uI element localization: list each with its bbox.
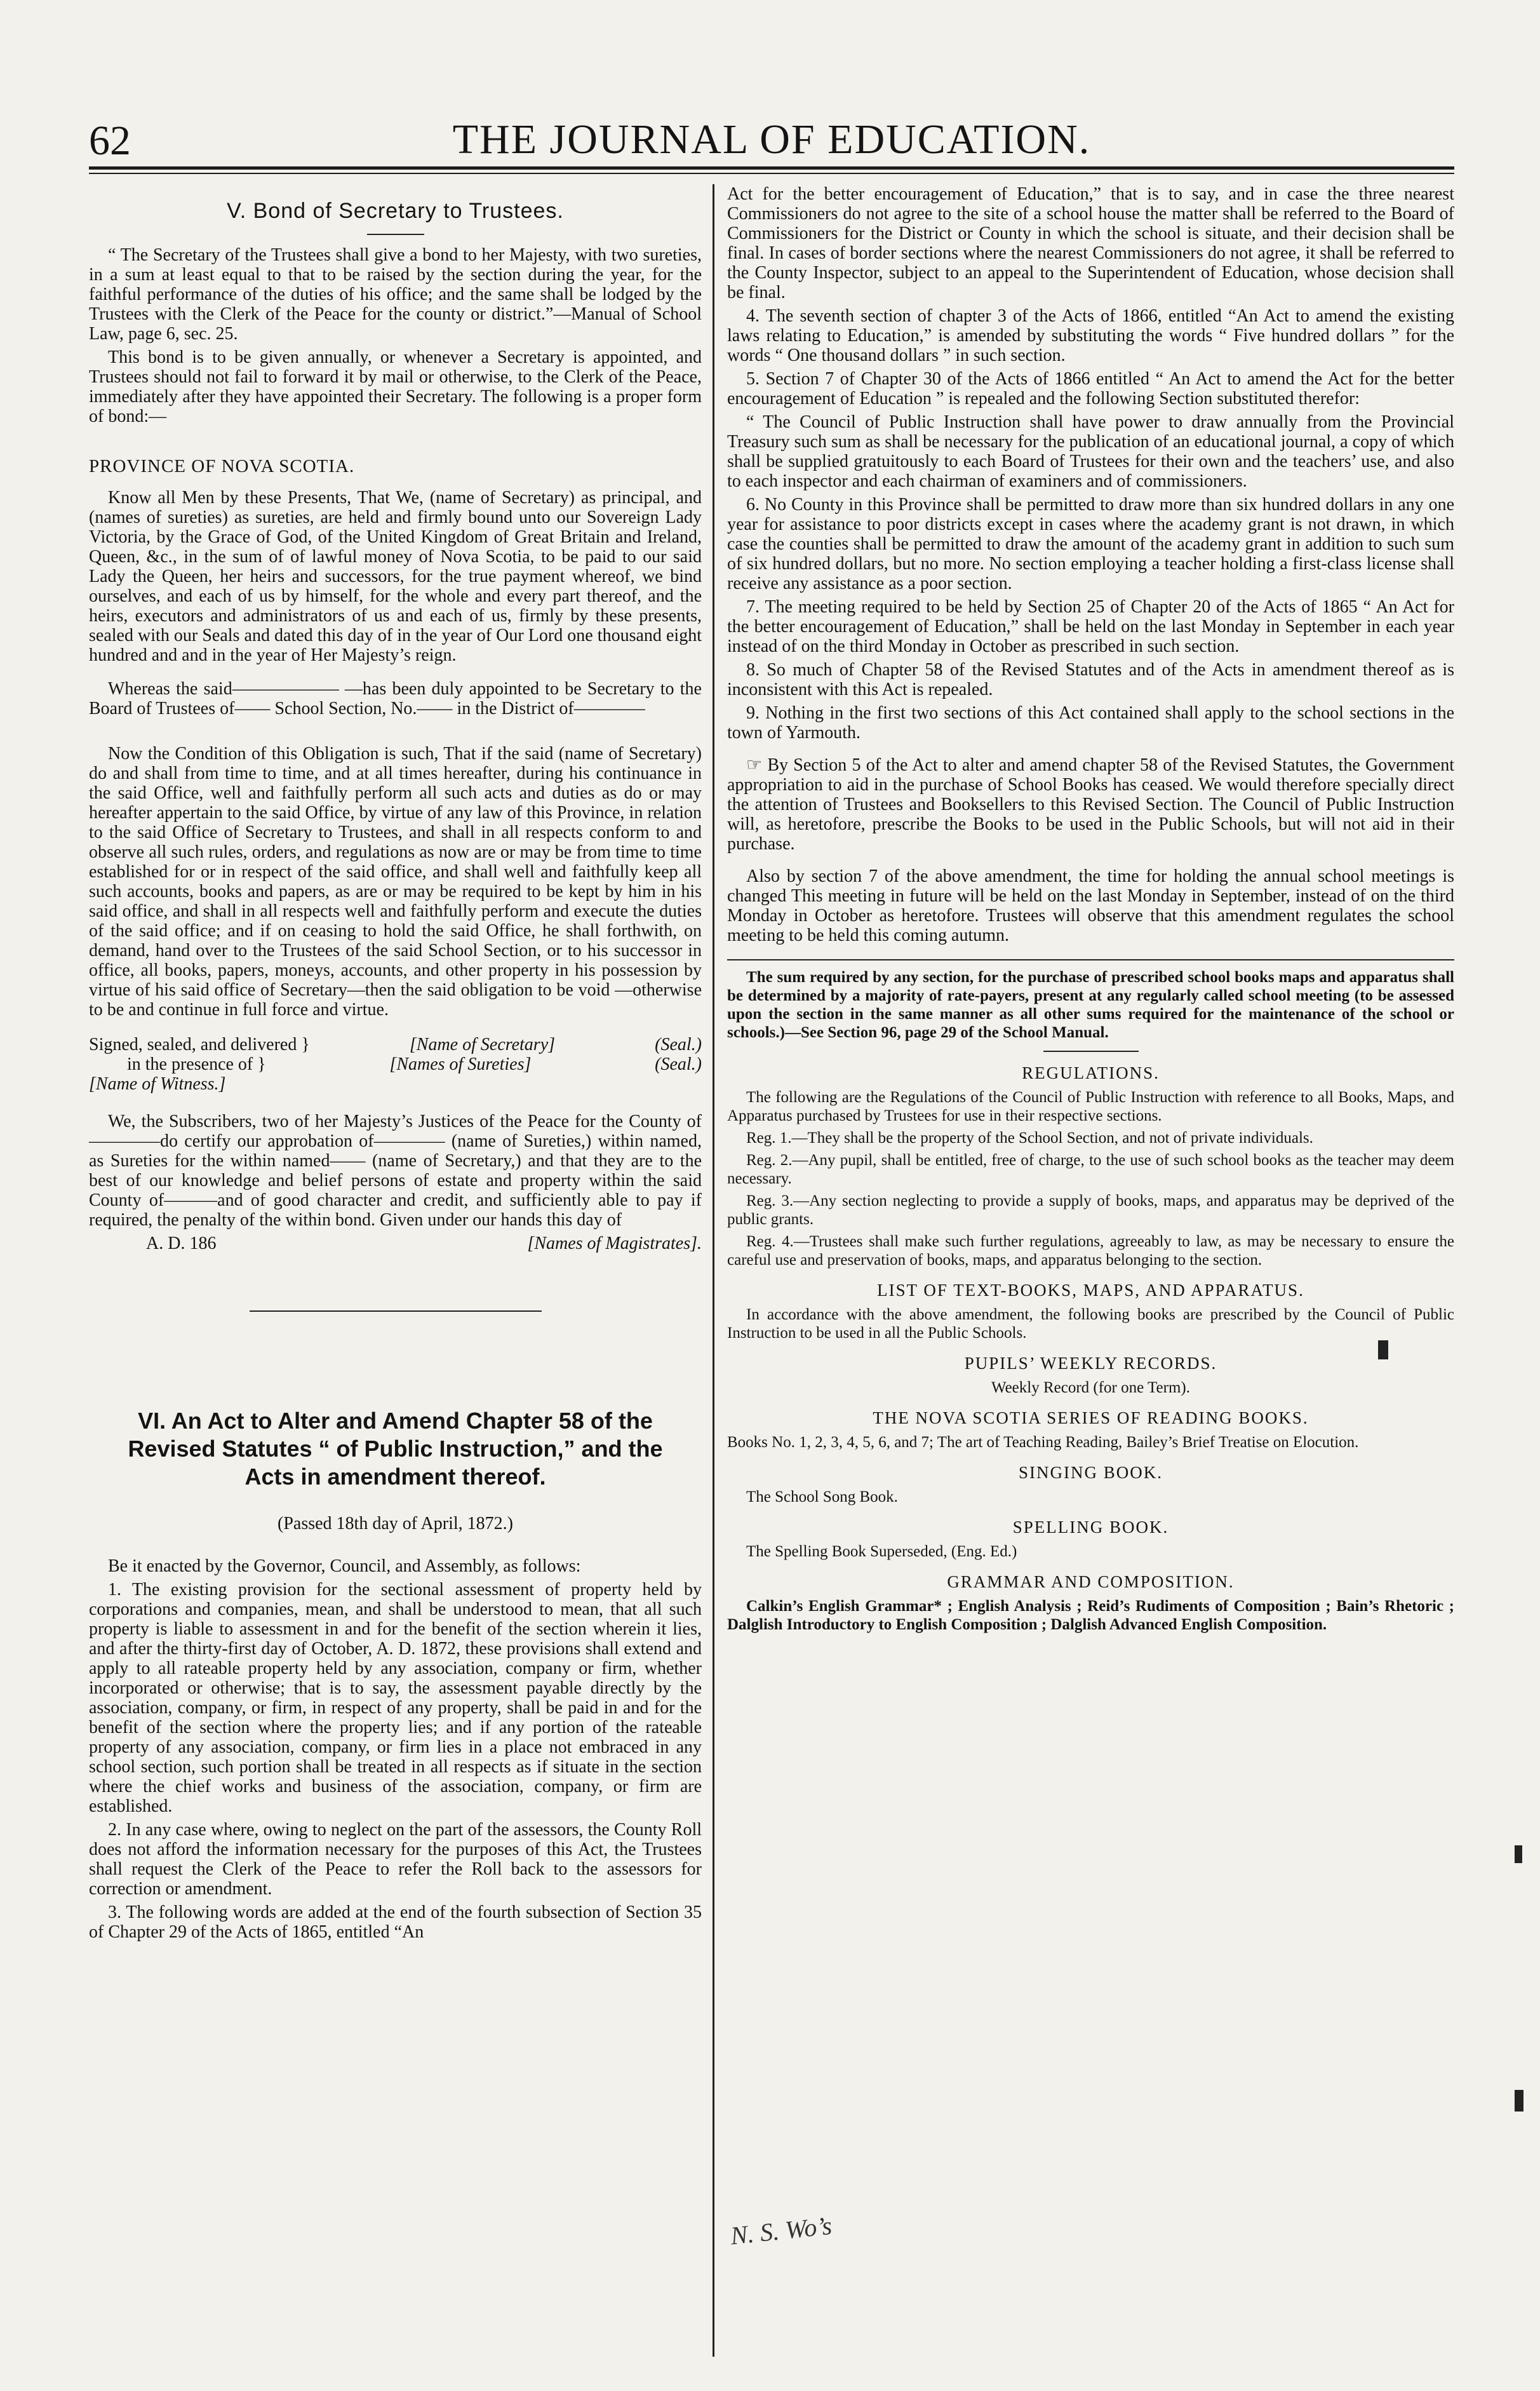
signed-line: Signed, sealed, and delivered } (89, 1035, 310, 1054)
regulation-2: Reg. 2.—Any pupil, shall be entitled, free of charge, to the use of such school books as the teacher may deem necessary. (727, 1152, 1454, 1187)
singing-heading: SINGING BOOK. (1019, 1463, 1163, 1482)
spelling-text: The Spelling Book Superseded, (Eng. Ed.) (746, 1543, 1017, 1560)
left-column (89, 184, 702, 1946)
section-vi-title-line: Revised Statutes “ of Public Instruction,” and the (128, 1436, 663, 1462)
act-continuation: Act for the better encouragement of Education,” that is to say, and in case the three nearest Commissioners do not agree to the site of a school house the matter shall be referred to the Board of Commissioners for the District or County in which the school is situate, and their decision shall be final. In cases of border sections where the nearest Commissioners do not agree, it shall be referred to the County Inspector, subject to an appeal to the Superintendent of Education, whose decision shall be final. (727, 184, 1454, 302)
act-section-7: 7. The meeting required to be held by Section 25 of Chapter 20 of the Acts of 1865 “ An Act for the better encouragement of Education,” shall be held on the last Monday in September in each year instead of on the third Monday in October as prescribed in such section. (727, 597, 1454, 656)
reading-heading: THE NOVA SCOTIA SERIES OF READING BOOKS. (873, 1408, 1309, 1427)
certificate-date: A. D. 186 (146, 1234, 217, 1253)
paragraph: This bond is to be given annually, or whenever a Secretary is appointed, and Trustees should not fail to forward it by mail or otherwise, to the Clerk of the Peace, immediately after they have appointed their Secretary. The following is a proper form of bond:— (89, 347, 702, 426)
grammar-text: Calkin’s English Grammar* ; English Analysis ; Reid’s Rudiments of Composition ; Bain’s Rhetoric ; Dalglish Introductory to English Composition ; Dalglish Advanced English Composition. (727, 1598, 1454, 1633)
certificate-paragraph: We, the Subscribers, two of her Majesty’s Justices of the Peace for the County of————do certify our approbation of———— (name of Sureties,) within named, as Sureties for the within named—— (name of Secretary,) and that they are to the best of our knowledge and belief persons of estate and property within the said County of———and of good character and credit, and sufficiently able to pay if required, the penalty of the within bond. Given under our hands this day of (89, 1112, 702, 1230)
signer-secretary: [Name of Secretary] (409, 1035, 556, 1054)
seal: (Seal.) (655, 1035, 702, 1054)
section-v-title: V. Bond of Secretary to Trustees. (227, 199, 564, 223)
passed-date: (Passed 18th day of April, 1872.) (278, 1514, 513, 1533)
act-section-5-text: “ The Council of Public Instruction shall have power to draw annually from the Provincial Treasury such sum as shall be necessary for the publication of an educational journal, a copy of which shall be supplied gratuitously to each Board of Trustees for their own and the teachers’ use, and also to each inspector and each chairman of examiners and of commissioners. (727, 412, 1454, 491)
act-section-6: 6. No County in this Province shall be permitted to draw more than six hundred dollars in any one year for assistance to poor districts except in cases where the academy grant is not drawn, in which case the counties shall be permitted to draw the amount of the academy grant in addition to such sum of six hundred dollars, but no more. No section employing a teacher holding a first-class license shall receive any assistance as a poor section. (727, 495, 1454, 593)
text-books-intro: In accordance with the above amendment, the following books are prescribed by the Council of Public Instruction to be used in all the Public Schools. (727, 1306, 1454, 1342)
header-rule-thin (89, 173, 1454, 174)
note-school-meeting: Also by section 7 of the above amendment, the time for holding the annual school meetings is changed This meeting in future will be held on the last Monday in September, instead of on the third Monday in October as heretofore. Trustees will observe that this amendment regulates the school meeting to be held this coming autumn. (727, 866, 1454, 945)
act-section-8: 8. So much of Chapter 58 of the Revised Statutes and of the Acts in amendment thereof as is inconsistent with this Act is repealed. (727, 660, 1454, 699)
reading-text: Books No. 1, 2, 3, 4, 5, 6, and 7; The art of Teaching Reading, Bailey’s Brief Treatise on Elocution. (727, 1434, 1359, 1451)
column-divider (713, 184, 714, 2357)
enacting-clause: Be it enacted by the Governor, Council, and Assembly, as follows: (108, 1556, 581, 1576)
regulation-1: Reg. 1.—They shall be the property of the School Section, and not of private individuals. (746, 1129, 1313, 1147)
margin-mark (1378, 1340, 1388, 1359)
bond-paragraph: Whereas the said—————— —has been duly appointed to be Secretary to the Board of Trustees of—— School Section, No.—— in the District of———— (89, 679, 702, 718)
magistrates-line: [Names of Magistrates]. (527, 1234, 702, 1253)
section-vi-title-line: Acts in amendment thereof. (244, 1464, 546, 1490)
witness-line: [Name of Witness.] (89, 1074, 226, 1094)
paragraph: “ The Secretary of the Trustees shall give a bond to her Majesty, with two sureties, in a sum at least equal to that to be raised by the section during the year, for the faithful performance of the duties of his office; and the same shall be lodged by the Trustees with the Clerk of the Peace for the county or district.”—Manual of School Law, page 6, sec. 25. (89, 245, 702, 344)
journal-title: THE JOURNAL OF EDUCATION. (452, 116, 1091, 163)
divider (1043, 1051, 1139, 1052)
page-number: 62 (89, 118, 131, 164)
regulations-heading: REGULATIONS. (1022, 1063, 1160, 1082)
divider (727, 959, 1454, 960)
act-section-9: 9. Nothing in the first two sections of this Act contained shall apply to the school sections in the town of Yarmouth. (727, 703, 1454, 743)
regulations-intro: The following are the Regulations of the Council of Public Instruction with reference to all Books, Maps, and Apparatus purchased by Trustees for use in their respective sections. (727, 1089, 1454, 1124)
divider (250, 1310, 542, 1312)
regulation-3: Reg. 3.—Any section neglecting to provide a supply of books, maps, and apparatus may be deprived of the public grants. (727, 1192, 1454, 1228)
records-heading: PUPILS’ WEEKLY RECORDS. (964, 1354, 1217, 1373)
text-books-heading: LIST OF TEXT-BOOKS, MAPS, AND APPARATUS. (877, 1281, 1304, 1300)
act-section-1: 1. The existing provision for the sectional assessment of property held by corporations and companies, mean, and shall be understood to mean, that all such property is liable to assessment in and for the benefit of the section wherein it lies, and after the thirty-first day of October, A. D. 1872, these provisions shall extend and apply to all rateable property held by any association, company or firm, whether incorporated or otherwise; that is to say, the assessment payable directly by the association, company, or firm, in respect of any property, shall be paid in and for the benefit of the section where the property lies; and if any portion of the rateable property of any association, company, or firm lies in a place not embraced in any school section, such portion shall be treated in all respects as if situate in the section where the chief works and business of the association, company, or firm are established. (89, 1580, 702, 1816)
grammar-heading: GRAMMAR AND COMPOSITION. (947, 1572, 1235, 1591)
act-section-3: 3. The following words are added at the end of the fourth subsection of Section 35 of Chapter 29 of the Acts of 1865, entitled “An (89, 1903, 702, 1942)
margin-mark (1515, 2090, 1523, 2111)
margin-mark (1515, 1845, 1522, 1863)
spelling-heading: SPELLING BOOK. (1012, 1518, 1169, 1537)
signed-line: in the presence of } (127, 1054, 266, 1074)
header-rule (89, 166, 1454, 170)
section-vi-title-line: VI. An Act to Alter and Amend Chapter 58 of the (138, 1408, 653, 1434)
bond-paragraph: Now the Condition of this Obligation is such, That if the said (name of Secretary) do and shall from time to time, and at all times hereafter, during his continuance in the said Office, well and faithfully perform all such acts and duties as do or may hereafter appertain to the said Office, by virtue of any law of this Province, in relation to the said Office of Secretary to Trustees, and shall in all respects conform to and observe all such rules, orders, and regulations as now are or may be from time to time established for or in respect of the said office, and shall well and faithfully keep all such accounts, books and papers, as are or may be required to be kept by him in his said office, and shall in all respects well and faithfully perform and execute the duties of the said office; and if on ceasing to hold the said Office, he shall forthwith, on demand, hand over to the Trustees of the said School Section, or to his successor in office, all books, papers, moneys, accounts, and other property in his possession by virtue of his said office of Secretary—then the said obligation to be void —otherwise to be and continue in full force and virtue. (89, 744, 702, 1020)
records-text: Weekly Record (for one Term). (991, 1379, 1190, 1396)
signer-sureties: [Names of Sureties] (389, 1054, 532, 1074)
province-heading: PROVINCE OF NOVA SCOTIA. (89, 456, 355, 476)
singing-text: The School Song Book. (746, 1488, 898, 1505)
signature-block (89, 1035, 702, 1094)
act-section-4: 4. The seventh section of chapter 3 of the Acts of 1866, entitled “An Act to amend the existing laws relating to Education,” is amended by substituting the words “ Five hundred dollars ” for the words “ One thousand dollars ” in such section. (727, 306, 1454, 365)
act-section-5: 5. Section 7 of Chapter 30 of the Acts of 1866 entitled “ An Act to amend the Act for the better encouragement of Education ” is repealed and the following Section substituted therefor: (727, 369, 1454, 408)
note-school-books: ☞ By Section 5 of the Act to alter and amend chapter 58 of the Revised Statutes, the Government appropriation to aid in the purchase of School Books has ceased. We would therefore specially direct the attention of Trustees and Booksellers to this Revised Section. The Council of Public Instruction will, as heretofore, prescribe the Books to be used in the Public Schools, but will not aid in their purchase. (727, 755, 1454, 854)
bond-paragraph: Know all Men by these Presents, That We, (name of Secretary) as principal, and (names of sureties) as sureties, are held and firmly bound unto our Sovereign Lady Victoria, by the Grace of God, of the United Kingdom of Great Britain and Ireland, Queen, &c., in the sum of of lawful money of Nova Scotia, to be paid to our said Lady the Queen, her heirs and successors, for the true payment whereof, we bind ourselves, and each of us by himself, for the whole and every part thereof, and the heirs, executors and administrators of us and each of us, firmly by these presents, sealed with our Seals and dated this day of in the year of Our Lord one thousand eight hundred and and in the year of Her Majesty’s reign. (89, 488, 702, 665)
right-column (727, 184, 1454, 1638)
divider (367, 234, 424, 235)
assessment-note: The sum required by any section, for the purchase of prescribed school books maps and apparatus shall be determined by a majority of rate-payers, present at any regularly called school meeting (to be assessed upon the section in the same manner as all other sums required for the maintenance of the school or schools.)—See Section 96, page 29 of the School Manual. (727, 969, 1454, 1041)
handwritten-stamp: N. S. Wo’s (729, 2211, 833, 2251)
seal: (Seal.) (655, 1054, 702, 1074)
regulation-4: Reg. 4.—Trustees shall make such further regulations, agreeably to law, as may be necessary to ensure the careful use and preservation of books, maps, and apparatus belonging to the section. (727, 1233, 1454, 1269)
act-section-2: 2. In any case where, owing to neglect on the part of the assessors, the County Roll does not afford the information necessary for the purposes of this Act, the Trustees shall request the Clerk of the Peace to refer the Roll back to the assessors for correction or amendment. (89, 1820, 702, 1899)
